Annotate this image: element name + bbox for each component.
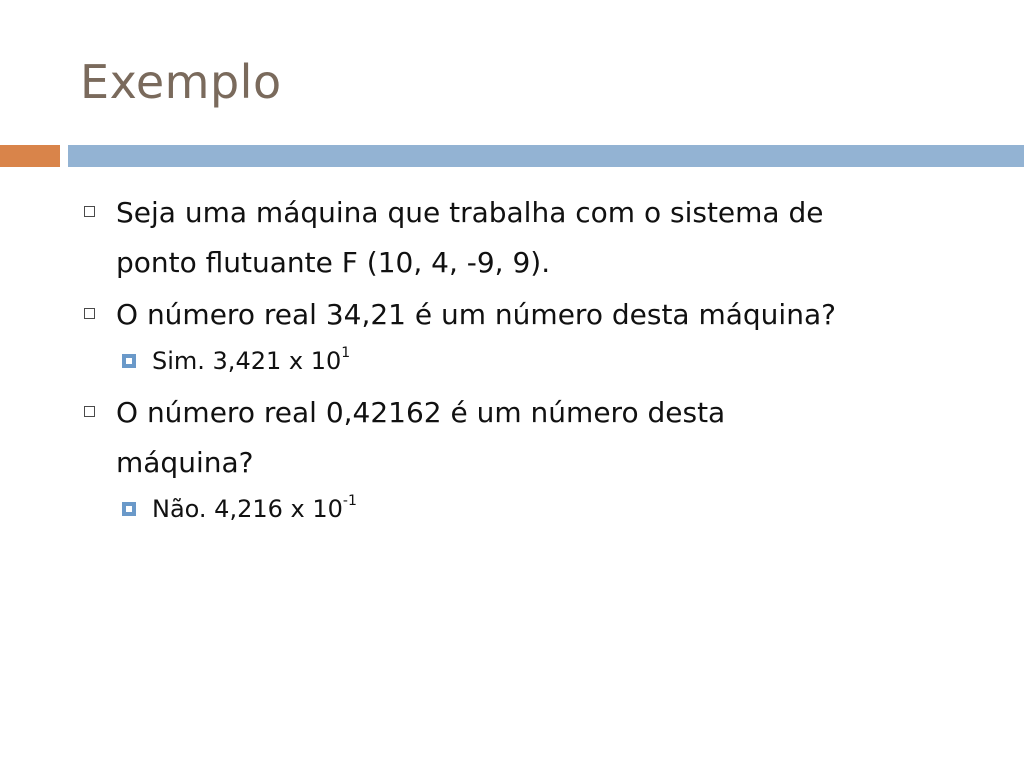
square-bullet-icon bbox=[84, 406, 95, 417]
filled-square-bullet-icon bbox=[122, 354, 136, 368]
exponent: 1 bbox=[341, 345, 351, 361]
title-accent-bar bbox=[0, 145, 60, 167]
sub-bullet-text: Não. 4,216 x 10 bbox=[152, 495, 343, 523]
slide-title: Exemplo bbox=[80, 55, 282, 109]
bullet-text-line: ponto flutuante F (10, 4, -9, 9). bbox=[116, 246, 551, 279]
title-divider-bar bbox=[68, 145, 1024, 167]
exponent: -1 bbox=[342, 493, 357, 509]
sub-bullet-item bbox=[80, 342, 980, 380]
bullet-list bbox=[80, 188, 980, 536]
sub-bullet-text: Sim. 3,421 x 10 bbox=[152, 347, 342, 375]
filled-square-bullet-icon bbox=[122, 502, 136, 516]
bullet-item bbox=[80, 188, 980, 288]
bullet-text: O número real 34,21 é um número desta máquina? bbox=[116, 298, 836, 331]
sub-bullet-item bbox=[80, 490, 980, 528]
square-bullet-icon bbox=[84, 206, 95, 217]
bullet-text-line: máquina? bbox=[116, 446, 254, 479]
bullet-item bbox=[80, 388, 980, 488]
bullet-item bbox=[80, 290, 980, 340]
square-bullet-icon bbox=[84, 308, 95, 319]
bullet-text-line: Seja uma máquina que trabalha com o sistema de bbox=[116, 196, 824, 229]
bullet-text-line: O número real 0,42162 é um número desta bbox=[116, 396, 726, 429]
